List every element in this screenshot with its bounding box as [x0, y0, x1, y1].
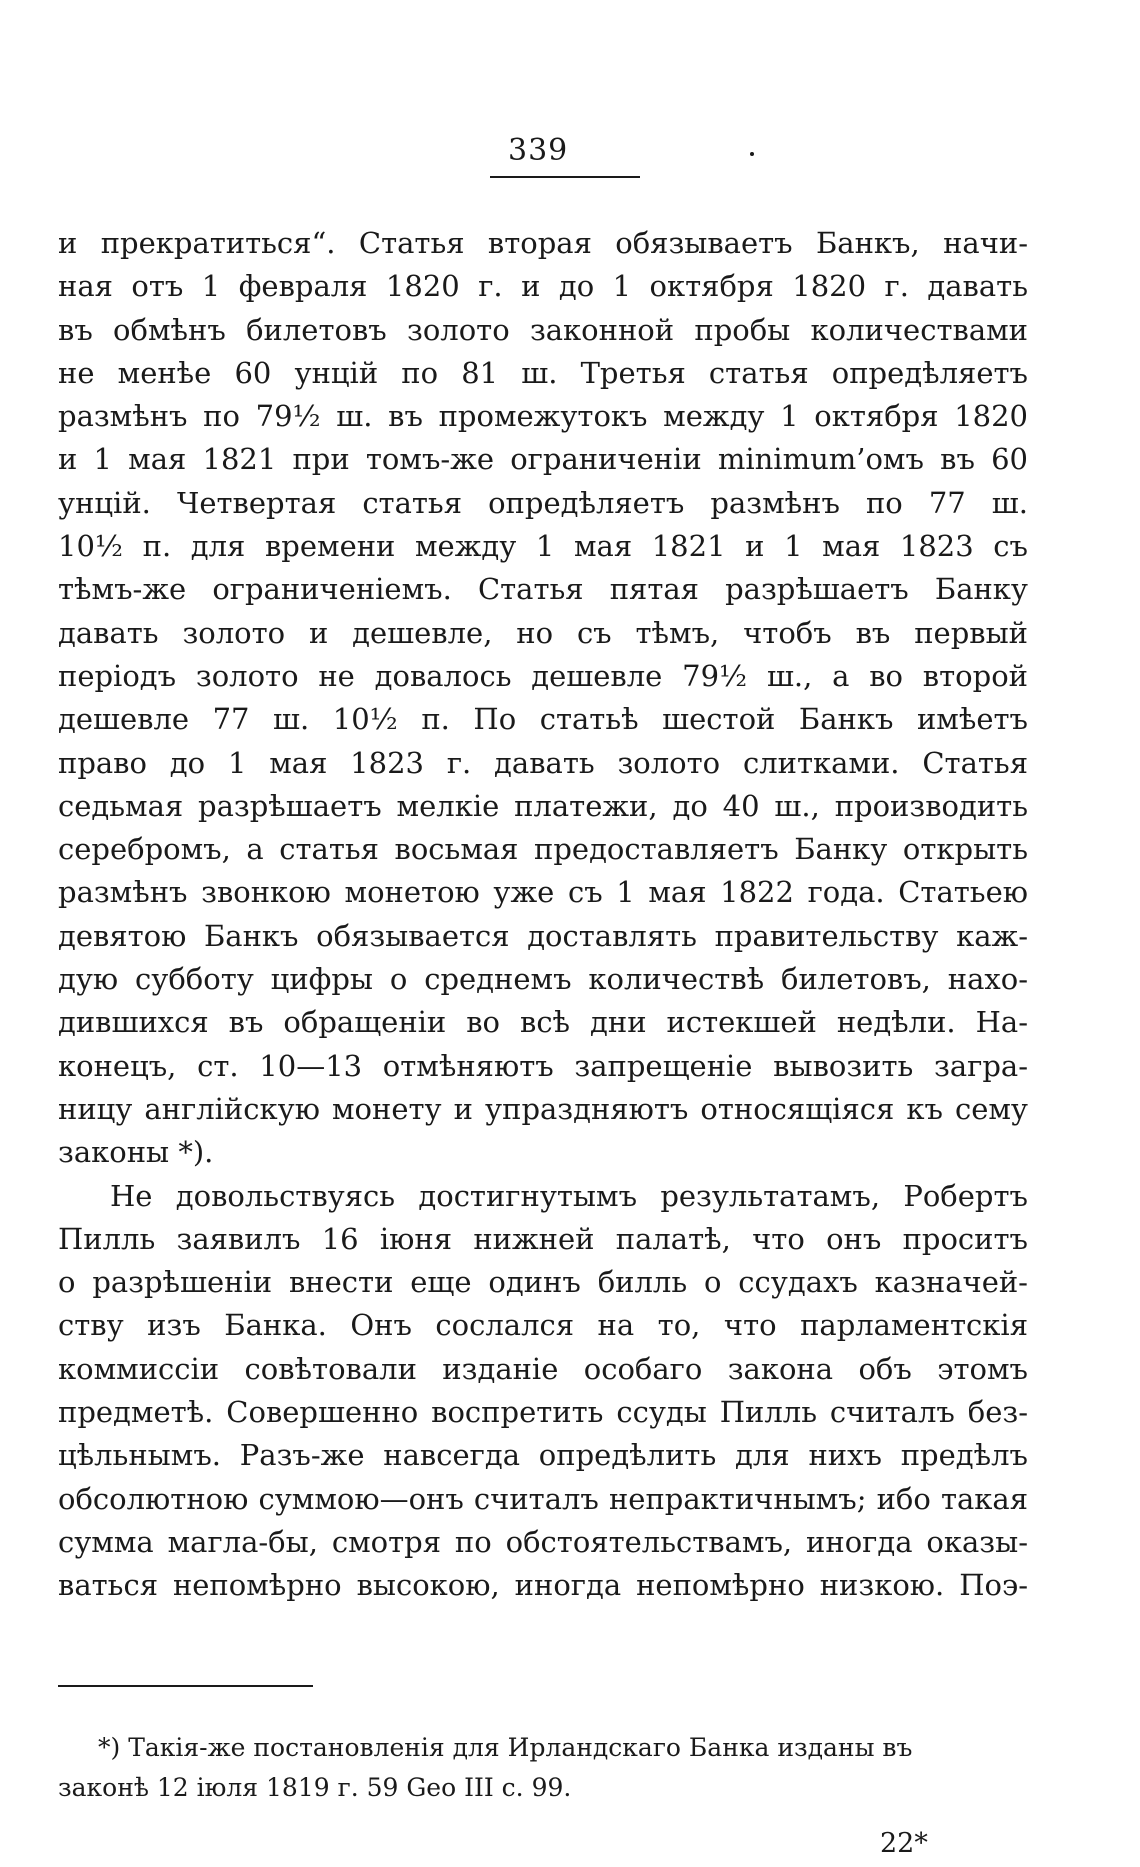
text-line: 10½ п. для времени между 1 мая 1821 и 1 мая 1823 съ — [58, 529, 1028, 564]
text-line: размѣнъ звонкою монетою уже съ 1 мая 1822 года. Статьею — [58, 875, 1028, 910]
text-line: серебромъ, а статья восьмая предоставляетъ Банку открыть — [58, 832, 1028, 867]
text-line: давать золото и дешевле, но съ тѣмъ, чтобъ въ первый — [58, 615, 1028, 650]
footnote-line: *) Такія-же постановленія для Ирландскаго Банка изданы въ — [98, 1733, 913, 1762]
text-line: девятою Банкъ обязывается доставлять правительству каж- — [58, 918, 1028, 953]
text-line: дешевле 77 ш. 10½ п. По статьѣ шестой Банкъ имѣетъ — [58, 702, 1028, 737]
text-line: періодъ золото не довалось дешевле 79½ ш., а во второй — [58, 658, 1028, 693]
text-line: о разрѣшеніи внести еще одинъ билль о ссудахъ казначей- — [58, 1265, 1028, 1300]
text-line: ная отъ 1 февраля 1820 г. и до 1 октября 1820 г. давать — [58, 269, 1028, 304]
text-line: и 1 мая 1821 при томъ-же ограниченіи minimum’омъ въ 60 — [58, 442, 1028, 477]
footnote-separator — [58, 1685, 313, 1687]
text-line: размѣнъ по 79½ ш. въ промежутокъ между 1 октября 1820 — [58, 399, 1028, 434]
text-line: въ обмѣнъ билетовъ золото законной пробы количествами — [58, 312, 1028, 347]
text-line: сумма магла-бы, смотря по обстоятельствамъ, иногда оказы- — [58, 1524, 1028, 1559]
page-number: 339 — [508, 133, 569, 168]
page-number-underline — [490, 176, 640, 178]
text-line: цѣльнымъ. Разъ-же навсегда опредѣлить для нихъ предѣлъ — [58, 1438, 1028, 1473]
text-line: дившихся въ обращеніи во всѣ дни истекшей недѣли. На- — [58, 1005, 1028, 1040]
footnote — [58, 1728, 1028, 1808]
text-line: дую субботу цифры о среднемъ количествѣ билетовъ, нахо- — [58, 962, 1028, 997]
text-line: не менѣе 60 унцій по 81 ш. Третья статья опредѣляетъ — [58, 355, 1028, 390]
text-line: унцій. Четвертая статья опредѣляетъ размѣнъ по 77 ш. — [58, 485, 1028, 520]
text-line: обсолютною суммою—онъ считалъ непрактичнымъ; ибо такая — [58, 1481, 1028, 1516]
text-line: конецъ, ст. 10—13 отмѣняютъ запрещеніе вывозить загра- — [58, 1048, 1028, 1083]
text-line: Не довольствуясь достигнутымъ результатамъ, Робертъ — [110, 1178, 1028, 1213]
text-line: тѣмъ-же ограниченіемъ. Статья пятая разрѣшаетъ Банку — [58, 572, 1028, 607]
text-line: и прекратиться“. Статья вторая обязываетъ Банкъ, начи- — [58, 226, 1028, 260]
footnote-line: законѣ 12 іюля 1819 г. 59 Geo III с. 99. — [58, 1773, 572, 1802]
printer-signature-mark: 22* — [880, 1828, 928, 1859]
text-line: законы *). — [58, 1135, 214, 1170]
text-line: ству изъ Банка. Онъ сослался на то, что парламентскія — [58, 1308, 1028, 1343]
text-line: предметѣ. Совершенно воспретить ссуды Пилль считалъ без- — [58, 1395, 1028, 1430]
print-speck — [750, 152, 754, 156]
text-line: коммиссіи совѣтовали изданіе особаго закона объ этомъ — [58, 1351, 1028, 1386]
text-line: право до 1 мая 1823 г. давать золото слитками. Статья — [58, 745, 1028, 780]
text-line: седьмая разрѣшаетъ мелкіе платежи, до 40 ш., производить — [58, 788, 1028, 823]
text-line: Пилль заявилъ 16 іюня нижней палатѣ, что онъ проситъ — [58, 1221, 1028, 1256]
text-line: ваться непомѣрно высокою, иногда непомѣрно низкою. Поэ- — [58, 1568, 1028, 1603]
body-text — [58, 222, 1028, 1608]
text-line: ницу англійскую монету и упраздняютъ относящіяся къ сему — [58, 1091, 1028, 1126]
